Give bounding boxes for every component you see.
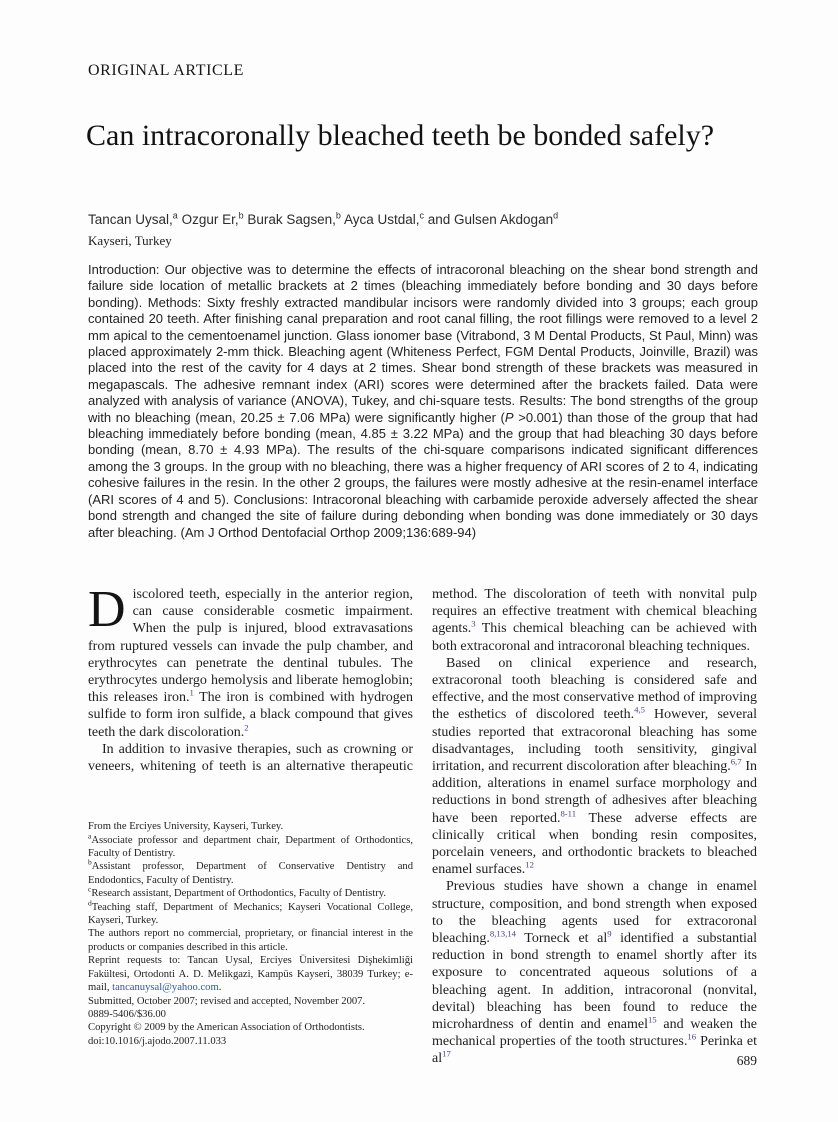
footnote-line: $^d$Teaching staff, Department of Mechanics; Kayseri Vocational College, Kayseri, Turkey.: [88, 898, 413, 927]
footnote-line: $^c$Research assistant, Department of Orthodontics, Faculty of Dentistry.: [88, 884, 387, 900]
reference-superscript: 8,13,14: [489, 928, 516, 939]
body-paragraph: Previous studies have shown a change in enamel structure, composition, and bond strength when exposed to the bleaching agents used for extracoronal bleaching.$^{8,13,14}$ Torneck et al$^9$ identified a substantial reduction in bond strength to enamel shortly after its exposure to concentrated aqueous solutions of a bleaching agent. In addition, intracoronal (nonvital, devital) bleaching has been found to reduce the microhardness of dentin and enamel$^{15}$ and weaken the mechanical properties of the tooth structures.$^{16}$ Perinka et al$^{17}$: [432, 879, 757, 1067]
footnote-line: Reprint requests to: Tancan Uysal, Erciyes Üniversitesi Dişhekimliği Fakültesi, Ortodonti A. D. Melikgazi, Kampüs Kayseri, 38039 Turkey; e-mail, tancanuysal@yahoo.com.: [88, 955, 413, 994]
footnote-line: doi:10.1016/j.ajodo.2007.11.033: [88, 1035, 227, 1047]
reference-superscript: 12: [525, 859, 534, 870]
article-type-label: ORIGINAL ARTICLE: [88, 62, 245, 79]
right-column: [432, 586, 757, 1068]
affiliation-superscript: d: [553, 210, 559, 221]
article-title: Can intracoronally bleached teeth be bonded safely?: [86, 119, 715, 152]
body-paragraph: In addition to invasive therapies, such as crowning or veneers, whitening of teeth is an alternative therapeutic: [88, 741, 413, 775]
body-paragraph: Based on clinical experience and research, extracoronal tooth bleaching is considered safe and effective, and the most conservative method of improving the esthetics of discolored teeth.$^{4,5}$ However, several studies reported that extracoronal bleaching has some disadvantages, including tooth sensitivity, gingival irritation, and recurrent discoloration after bleaching.$^{6,7}$ In addition, alterations in enamel surface morphology and reductions in bond strength of adhesives after bleaching have been reported.$^{8-11}$ These adverse effects are clinically critical when bonding resin composites, porcelain veneers, and orthodontic brackets to bleached enamel surfaces.$^{12}$: [432, 655, 757, 878]
affiliation-superscript: b: [238, 210, 244, 221]
email-link[interactable]: tancanuysal@yahoo.com: [112, 982, 219, 994]
footnote-line: 0889-5406/$36.00: [88, 1008, 166, 1020]
reference-superscript: 1: [189, 687, 194, 698]
reference-superscript: 15: [647, 1014, 657, 1025]
footnote-line: From the Erciyes University, Kayseri, Turkey.: [88, 821, 284, 833]
footnotes-block: [88, 820, 413, 1048]
footnote-line: $^a$Associate professor and department chair, Department of Orthodontics, Faculty of Dentistry.: [88, 831, 413, 860]
reference-superscript: 9: [607, 928, 612, 939]
body-paragraph: Discolored teeth, especially in the anterior region, can cause considerable cosmetic impairment. When the pulp is injured, blood extravasations from ruptured vessels can invade the pulp chamber, and erythrocytes can penetrate the dentinal tubules. The erythrocytes undergo hemolysis and liberate hemoglobin; this releases iron.$^1$ The iron is combined with hydrogen sulfide to form iron sulfide, a black compound that gives teeth the dark discoloration.$^2$: [88, 581, 413, 740]
italic-text: P: [504, 409, 514, 425]
author-location: Kayseri, Turkey: [88, 233, 172, 248]
left-column-paragraphs: [88, 581, 413, 775]
reference-superscript: 2: [244, 721, 249, 732]
affiliation-superscript: b: [88, 857, 92, 867]
abstract-text: Introduction: Our objective was to determine the effects of intracoronal bleaching on the shear bond strength and failure side location of metallic brackets at 2 times (bleaching immediately before bonding and 30 days before bonding). Methods: Sixty freshly extracted mandibular incisors were randomly divided into 3 groups; each group contained 20 teeth. After finishing canal preparation and root canal filling, the root fillings were removed to a level 2 mm apical to the cementoenamel junction. Glass ionomer base (Vitrabond, 3 M Dental Products, St Paul, Minn) was placed approximately 2-mm thick. Bleaching agent (Whiteness Perfect, FGM Dental Products, Joinville, Brazil) was placed into the rest of the cavity for 4 days at 2 times. Shear bond strength of these brackets was measured in megapascals. The adhesive remnant index (ARI) scores were determined after the brackets failed. Data were analyzed with analysis of variance (ANOVA), Tukey, and chi-square tests. Results: The bond strengths of the group with no bleaching (mean, 20.25 ± 7.06 MPa) were significantly higher (P >0.001) than those of the group that had bleaching immediately before bonding (mean, 4.85 ± 3.22 MPa) and the group that had bleaching 30 days before bonding (mean, 8.70 ± 4.93 MPa). The results of the chi-square comparisons indicated significant differences among the 3 groups. In the group with no bleaching, there was a higher frequency of ARI scores of 2 to 4, indicating cohesive failures in the resin. In the other 2 groups, the failures were mostly adhesive at the resin-enamel interface (ARI scores of 4 and 5). Conclusions: Intracoronal bleaching with carbamide peroxide adversely affected the shear bond strength and changed the site of failure during debonding when bonding was done immediately or 30 days after bleaching. (Am J Orthod Dentofacial Orthop 2009;136:689-94): [88, 262, 758, 540]
affiliation-superscript: a: [88, 831, 92, 841]
page-number: 689: [736, 1053, 757, 1068]
reference-superscript: 16: [687, 1031, 697, 1042]
affiliation-superscript: d: [88, 898, 92, 908]
author-line: Tancan Uysal,$^a$ Ozgur Er,$^b$ Burak Sagsen,$^b$ Ayca Ustdal,$^c$ and Gulsen Akdogan$^d$: [88, 210, 559, 227]
reference-superscript: 8-11: [560, 807, 577, 818]
left-column: [88, 581, 413, 1068]
footnote-line: Copyright © 2009 by the American Association of Orthodontists.: [88, 1022, 365, 1034]
reference-superscript: 4,5: [634, 704, 646, 715]
reference-superscript: 17: [442, 1048, 451, 1059]
affiliation-superscript: a: [172, 210, 178, 221]
body-paragraph: method. The discoloration of teeth with nonvital pulp requires an effective treatment with chemical bleaching agents.$^3$ This chemical bleaching can be achieved with both extracoronal and intracoronal bleaching techniques.: [432, 587, 757, 654]
footnote-line: $^b$Assistant professor, Department of Conservative Dentistry and Endodontics, Faculty of Dentistry.: [88, 857, 413, 886]
affiliation-superscript: c: [88, 884, 92, 894]
reference-superscript: 3: [471, 618, 476, 629]
affiliation-superscript: b: [335, 210, 341, 221]
body-columns: [88, 581, 758, 1068]
footnote-line: Submitted, October 2007; revised and accepted, November 2007.: [88, 995, 366, 1007]
right-column-paragraphs: [432, 586, 757, 1068]
footnote-line: The authors report no commercial, proprietary, or financial interest in the products or companies described in this article.: [88, 928, 413, 953]
drop-cap: D: [88, 581, 126, 638]
reference-superscript: 6,7: [730, 756, 742, 767]
affiliation-superscript: c: [419, 210, 424, 221]
